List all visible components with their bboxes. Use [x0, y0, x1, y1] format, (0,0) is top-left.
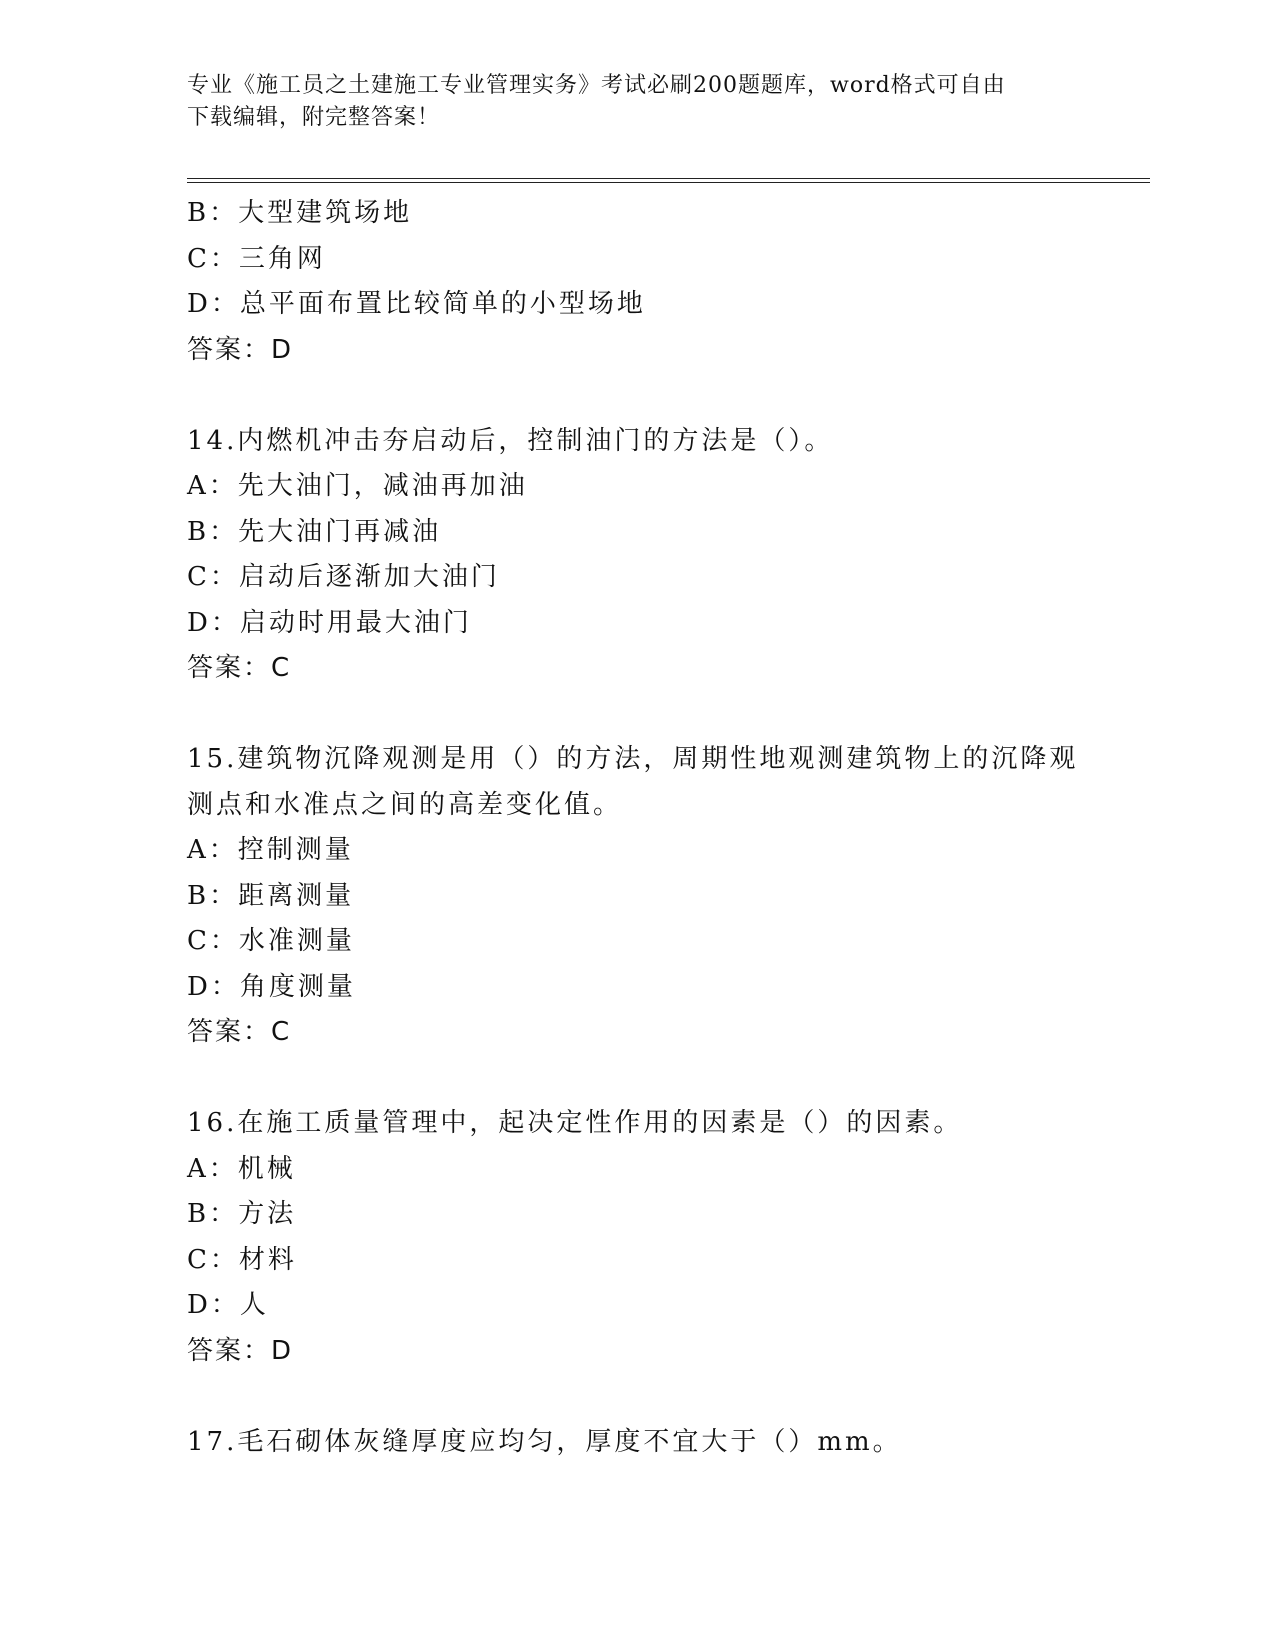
option-a: A：先大油门，减油再加油	[187, 471, 528, 501]
option-c: C：水准测量	[187, 926, 355, 956]
question-16	[187, 1101, 1087, 1374]
option-c: C：材料	[187, 1244, 297, 1275]
header-line-1: 专业《施工员之土建施工专业管理实务》考试必刷200题题库，word格式可自由	[187, 73, 1006, 98]
option-a: A：控制测量	[187, 835, 354, 865]
option-c: C：三角网	[187, 243, 326, 274]
spacer	[187, 1374, 1087, 1420]
question-text: 16.在施工质量管理中，起决定性作用的因素是（）的因素。	[187, 1108, 963, 1138]
option-b: B：方法	[187, 1199, 297, 1229]
document-header	[187, 70, 1087, 134]
header-line-2: 下载编辑，附完整答案！	[187, 105, 441, 130]
spacer	[187, 1056, 1087, 1102]
option-b: B：先大油门再减油	[187, 516, 442, 547]
question-text-line-2: 测点和水准点之间的高差变化值。	[187, 789, 623, 820]
answer: 答案：D	[187, 334, 294, 365]
answer: 答案：D	[187, 1335, 294, 1366]
answer: 答案：C	[187, 653, 292, 683]
question-text: 14.内燃机冲击夯启动后，控制油门的方法是（）。	[187, 425, 834, 456]
question-13-tail	[187, 191, 1087, 373]
option-a: A：机械	[187, 1153, 296, 1184]
option-d: D：启动时用最大油门	[187, 607, 472, 638]
option-d: D：总平面布置比较简单的小型场地	[187, 289, 646, 319]
option-d: D：人	[187, 1290, 269, 1320]
spacer	[187, 373, 1087, 419]
option-d: D：角度测量	[187, 971, 356, 1002]
question-text: 17.毛石砌体灰缝厚度应均匀，厚度不宜大于（）mm。	[187, 1426, 902, 1457]
option-c: C：启动后逐渐加大油门	[187, 562, 500, 592]
question-14	[187, 419, 1087, 692]
option-b: B：距离测量	[187, 880, 355, 911]
header-rule-bottom	[187, 182, 1150, 183]
question-list	[187, 191, 1087, 1465]
spacer	[187, 692, 1087, 738]
question-17	[187, 1420, 1087, 1466]
option-b: B：大型建筑场地	[187, 198, 413, 228]
question-text-line-1: 15.建筑物沉降观测是用（）的方法，周期性地观测建筑物上的沉降观	[187, 744, 1079, 774]
header-rule-top	[187, 178, 1150, 179]
question-15	[187, 737, 1087, 1056]
answer: 答案：C	[187, 1017, 292, 1047]
